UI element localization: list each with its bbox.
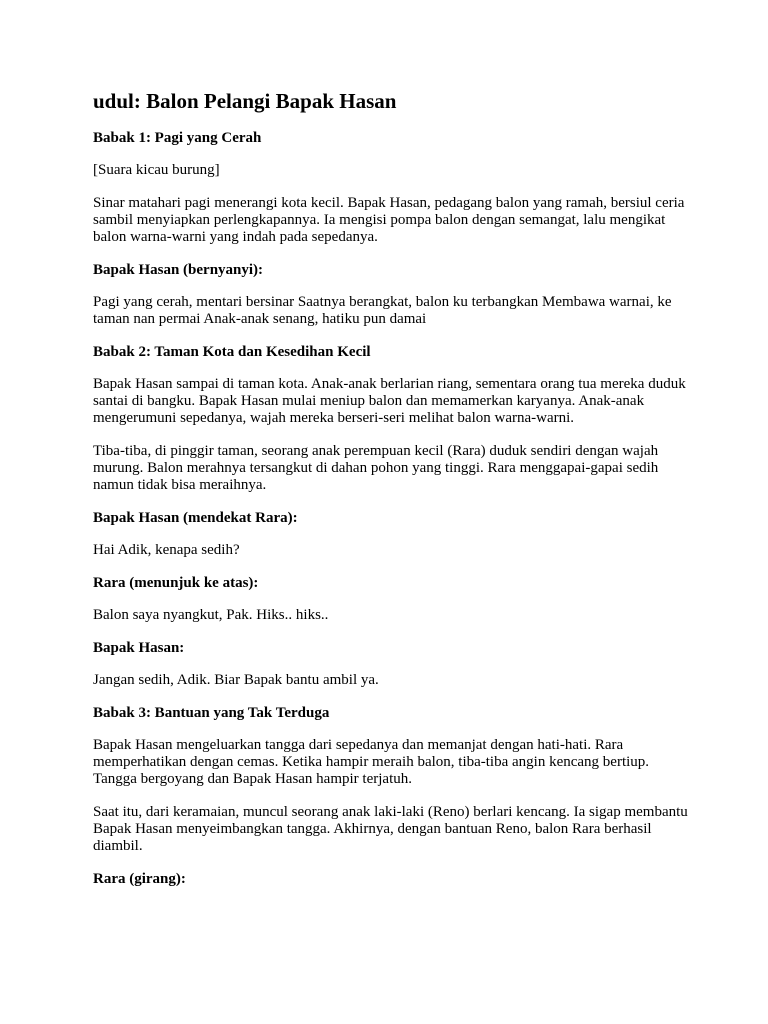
speaker-heading: Rara (girang): <box>93 871 186 887</box>
act-1-heading: Babak 1: Pagi yang Cerah <box>93 130 262 146</box>
act-3-heading: Babak 3: Bantuan yang Tak Terduga <box>93 705 330 721</box>
act-2-heading: Babak 2: Taman Kota dan Kesedihan Kecil <box>93 344 371 360</box>
narration-paragraph: Bapak Hasan sampai di taman kota. Anak-anak berlarian riang, sementara orang tua mereka duduk santai di bangku. Bapak Hasan mulai meniup balon dan memamerkan karyanya. Anak-anak mengerumuni sepedanya, wajah mereka berseri-seri melihat balon warna-warni. <box>93 376 686 426</box>
dialogue-line: Hai Adik, kenapa sedih? <box>93 542 240 558</box>
document-title: udul: Balon Pelangi Bapak Hasan <box>93 89 397 113</box>
dialogue-line: Balon saya nyangkut, Pak. Hiks.. hiks.. <box>93 607 329 623</box>
narration-paragraph: Bapak Hasan mengeluarkan tangga dari sepedanya dan memanjat dengan hati-hati. Rara memperhatikan dengan cemas. Ketika hampir meraih balon, tiba-tiba angin kencang bertiup. Tangga bergoyang dan Bapak Hasan hampir terjatuh. <box>93 737 650 787</box>
song-lyrics: Pagi yang cerah, mentari bersinar Saatnya berangkat, balon ku terbangkan Membawa warnai, ke taman nan permai Anak-anak senang, hatiku pun damai <box>93 294 672 327</box>
narration-paragraph: Tiba-tiba, di pinggir taman, seorang anak perempuan kecil (Rara) duduk sendiri dengan wajah murung. Balon merahnya tersangkut di dahan pohon yang tinggi. Rara menggapai-gapai sedih namun tidak bisa meraihnya. <box>93 443 659 493</box>
sound-direction: [Suara kicau burung] <box>93 162 220 178</box>
speaker-heading: Bapak Hasan: <box>93 640 185 656</box>
speaker-heading: Rara (menunjuk ke atas): <box>93 575 259 591</box>
dialogue-line: Jangan sedih, Adik. Biar Bapak bantu ambil ya. <box>93 672 379 688</box>
narration-paragraph: Saat itu, dari keramaian, muncul seorang anak laki-laki (Reno) berlari kencang. Ia sigap membantu Bapak Hasan menyeimbangkan tangga. Akhirnya, dengan bantuan Reno, balon Rara berhasil diambil. <box>93 804 688 854</box>
speaker-heading: Bapak Hasan (mendekat Rara): <box>93 510 298 526</box>
document-page <box>93 88 693 903</box>
speaker-heading: Bapak Hasan (bernyanyi): <box>93 262 264 278</box>
narration-paragraph: Sinar matahari pagi menerangi kota kecil. Bapak Hasan, pedagang balon yang ramah, bersiul ceria sambil menyiapkan perlengkapannya. Ia mengisi pompa balon dengan semangat, lalu mengikat balon warna-warni yang indah pada sepedanya. <box>93 195 685 245</box>
